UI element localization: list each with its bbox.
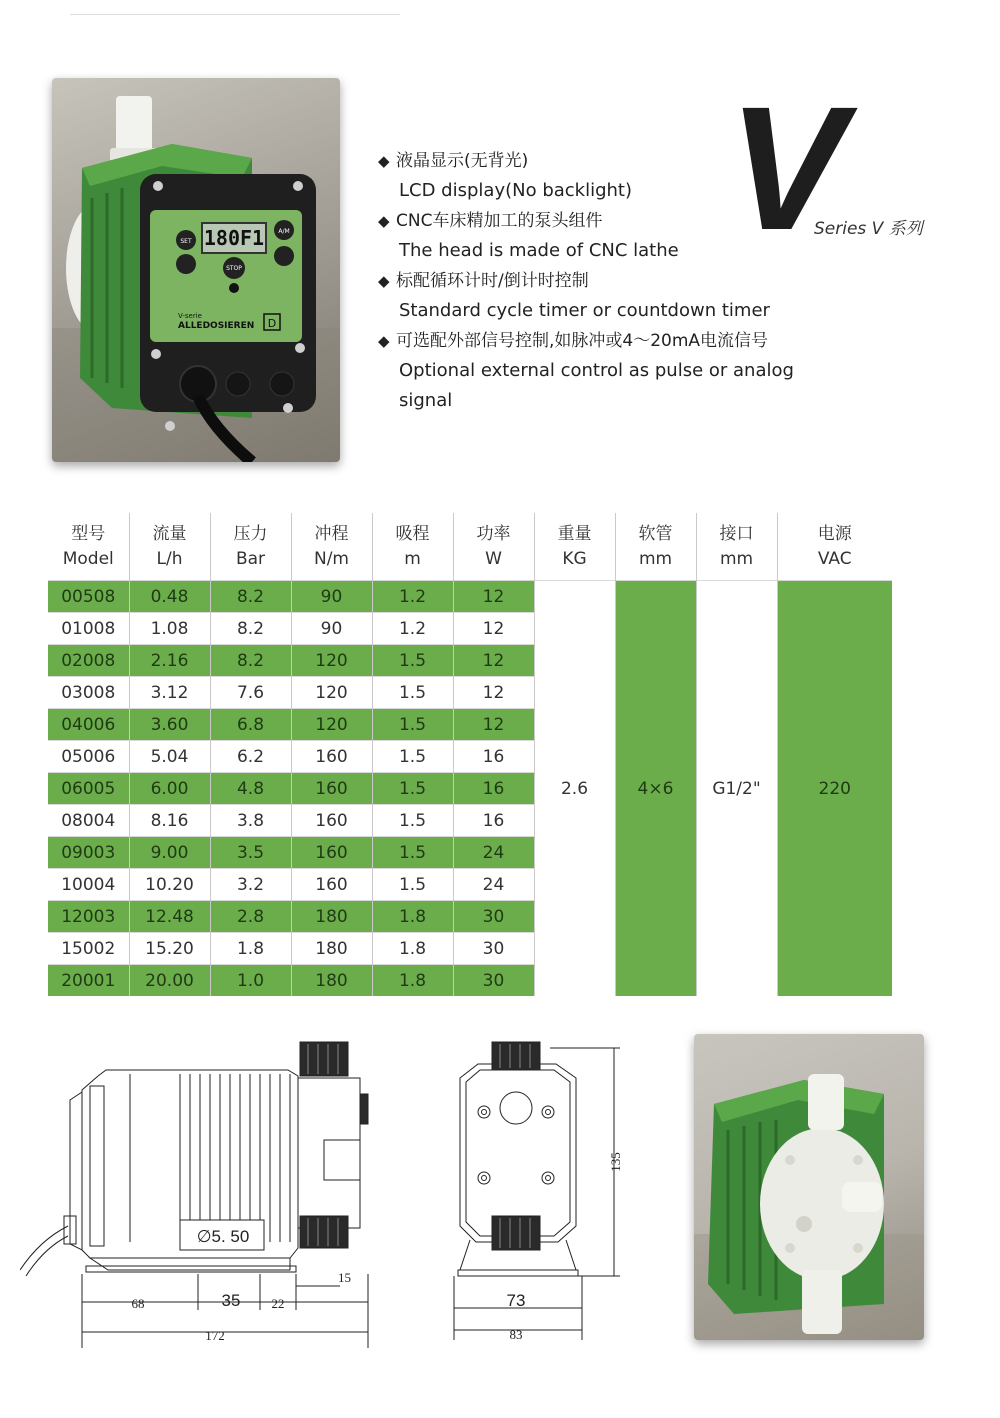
table-cell: 1.5: [372, 741, 453, 773]
table-header-row: [48, 513, 892, 581]
dim-172: 172: [205, 1328, 225, 1343]
header-hose: 软管 mm: [615, 513, 696, 581]
table-cell: 15002: [48, 933, 129, 965]
shared-hose-cell: 4×6: [615, 581, 696, 997]
table-cell: 16: [453, 805, 534, 837]
table-cell: 6.8: [210, 709, 291, 741]
table-cell: 24: [453, 837, 534, 869]
table-cell: 1.8: [372, 901, 453, 933]
brand-name: ALLEDOSIEREN: [178, 321, 255, 331]
shared-power-cell: 220: [777, 581, 892, 997]
side-dimension-drawing: [20, 1030, 420, 1360]
table-cell: 8.16: [129, 805, 210, 837]
table-cell: 8.2: [210, 613, 291, 645]
header-voltage: 电源 VAC: [777, 513, 892, 581]
header-weight: 重量 KG: [534, 513, 615, 581]
table-cell: 12: [453, 613, 534, 645]
table-cell: 24: [453, 869, 534, 901]
table-cell: 30: [453, 933, 534, 965]
set-button-label: SET: [180, 238, 192, 245]
table-cell: 1.08: [129, 613, 210, 645]
dim-135: 135: [608, 1152, 623, 1172]
table-cell: 180: [291, 965, 372, 997]
header-suction: 吸程 m: [372, 513, 453, 581]
table-cell: 20.00: [129, 965, 210, 997]
table-cell: 0.48: [129, 581, 210, 613]
header-model: 型号 Model: [62, 523, 114, 569]
feature-zh: 标配循环计时/倒计时控制: [396, 271, 589, 291]
feature-zh: 液晶显示(无背光): [396, 151, 529, 171]
am-button-label: A/M: [278, 228, 290, 235]
table-cell: 1.5: [372, 645, 453, 677]
pump-head-illustration: [694, 1034, 924, 1340]
top-divider: [70, 0, 400, 15]
table-cell: 12: [453, 709, 534, 741]
table-cell: 90: [291, 581, 372, 613]
table-cell: 1.5: [372, 869, 453, 901]
table-cell: 3.2: [210, 869, 291, 901]
table-cell: 160: [291, 773, 372, 805]
table-cell: 1.5: [372, 709, 453, 741]
table-cell: 10004: [48, 869, 129, 901]
table-cell: 1.5: [372, 805, 453, 837]
table-cell: 6.2: [210, 741, 291, 773]
series-label: Series V 系列: [814, 219, 923, 239]
table-cell: 1.5: [372, 773, 453, 805]
feature-zh: CNC车床精加工的泵头组件: [396, 211, 603, 231]
front-dimension-drawing: [430, 1030, 650, 1360]
header-stroke: 冲程 N/m: [291, 513, 372, 581]
header-power-w: 功率 W: [453, 513, 534, 581]
table-cell: 160: [291, 869, 372, 901]
table-cell: 120: [291, 709, 372, 741]
table-cell: 30: [453, 901, 534, 933]
table-cell: 08004: [48, 805, 129, 837]
table-cell: 02008: [48, 645, 129, 677]
table-cell: 120: [291, 677, 372, 709]
table-cell: 8.2: [210, 581, 291, 613]
header-flow: 流量 L/h: [129, 513, 210, 581]
feature-zh: 可选配外部信号控制,如脉冲或4～20mA电流信号: [396, 331, 769, 351]
dim-73: 73: [506, 1291, 526, 1310]
table-cell: 12: [453, 677, 534, 709]
table-cell: 4.8: [210, 773, 291, 805]
lcd-readout: 180F1: [203, 226, 265, 250]
bullet-icon: ◆: [378, 212, 390, 230]
table-cell: 7.6: [210, 677, 291, 709]
table-cell: 3.8: [210, 805, 291, 837]
table-cell: 06005: [48, 773, 129, 805]
table-cell: 1.2: [372, 613, 453, 645]
table-cell: 9.00: [129, 837, 210, 869]
pump-head-photo: [694, 1034, 924, 1340]
table-cell: 20001: [48, 965, 129, 997]
feature-en: LCD display(No backlight): [399, 180, 633, 201]
feature-item: [378, 326, 838, 416]
table-cell: 1.5: [372, 677, 453, 709]
table-cell: 15.20: [129, 933, 210, 965]
table-row: [48, 581, 892, 613]
stop-button-label: STOP: [226, 265, 242, 272]
bullet-icon: ◆: [378, 272, 390, 290]
table-cell: 180: [291, 933, 372, 965]
series-letter: V: [728, 71, 846, 267]
table-cell: 12003: [48, 901, 129, 933]
feature-item: [378, 266, 838, 326]
table-cell: 90: [291, 613, 372, 645]
table-cell: 160: [291, 837, 372, 869]
table-cell: 1.8: [372, 933, 453, 965]
table-cell: 3.5: [210, 837, 291, 869]
table-cell: 10.20: [129, 869, 210, 901]
table-cell: 160: [291, 805, 372, 837]
diameter-label: ∅5. 50: [196, 1227, 250, 1246]
dim-15: 15: [338, 1270, 351, 1285]
table-cell: 180: [291, 901, 372, 933]
table-cell: 05006: [48, 741, 129, 773]
table-cell: 09003: [48, 837, 129, 869]
table-cell: 30: [453, 965, 534, 997]
shared-port-cell: G1/2": [696, 581, 777, 997]
table-cell: 1.2: [372, 581, 453, 613]
table-cell: 01008: [48, 613, 129, 645]
bullet-icon: ◆: [378, 152, 390, 170]
table-cell: 3.12: [129, 677, 210, 709]
table-cell: 3.60: [129, 709, 210, 741]
table-cell: 1.8: [210, 933, 291, 965]
bullet-icon: ◆: [378, 332, 390, 350]
table-cell: 2.8: [210, 901, 291, 933]
table-cell: 6.00: [129, 773, 210, 805]
table-cell: 1.8: [372, 965, 453, 997]
dim-83: 83: [509, 1327, 523, 1342]
table-cell: 12.48: [129, 901, 210, 933]
pump-front-illustration: [52, 78, 340, 462]
table-cell: 2.16: [129, 645, 210, 677]
brand-logo: D: [267, 317, 277, 330]
table-cell: 12: [453, 581, 534, 613]
feature-en: Optional external control as pulse or analog signal: [399, 360, 794, 411]
shared-weight-cell: 2.6: [534, 581, 615, 997]
table-cell: 12: [453, 645, 534, 677]
table-cell: 1.5: [372, 837, 453, 869]
brand-series: V-serie: [178, 312, 202, 320]
header-pressure: 压力 Bar: [210, 513, 291, 581]
table-cell: 03008: [48, 677, 129, 709]
dim-68: 68: [131, 1296, 145, 1311]
dim-35: 35: [221, 1291, 241, 1310]
table-cell: 160: [291, 741, 372, 773]
dim-22: 22: [271, 1296, 285, 1311]
table-cell: 16: [453, 773, 534, 805]
feature-en: Standard cycle timer or countdown timer: [399, 300, 770, 321]
table-cell: 120: [291, 645, 372, 677]
table-cell: 1.0: [210, 965, 291, 997]
table-cell: 8.2: [210, 645, 291, 677]
table-cell: 5.04: [129, 741, 210, 773]
table-cell: 04006: [48, 709, 129, 741]
header-port: 接口 mm: [696, 513, 777, 581]
table-cell: 16: [453, 741, 534, 773]
spec-table: [48, 513, 892, 996]
table-cell: 00508: [48, 581, 129, 613]
pump-front-photo: [52, 78, 340, 462]
feature-en: The head is made of CNC lathe: [399, 240, 679, 261]
